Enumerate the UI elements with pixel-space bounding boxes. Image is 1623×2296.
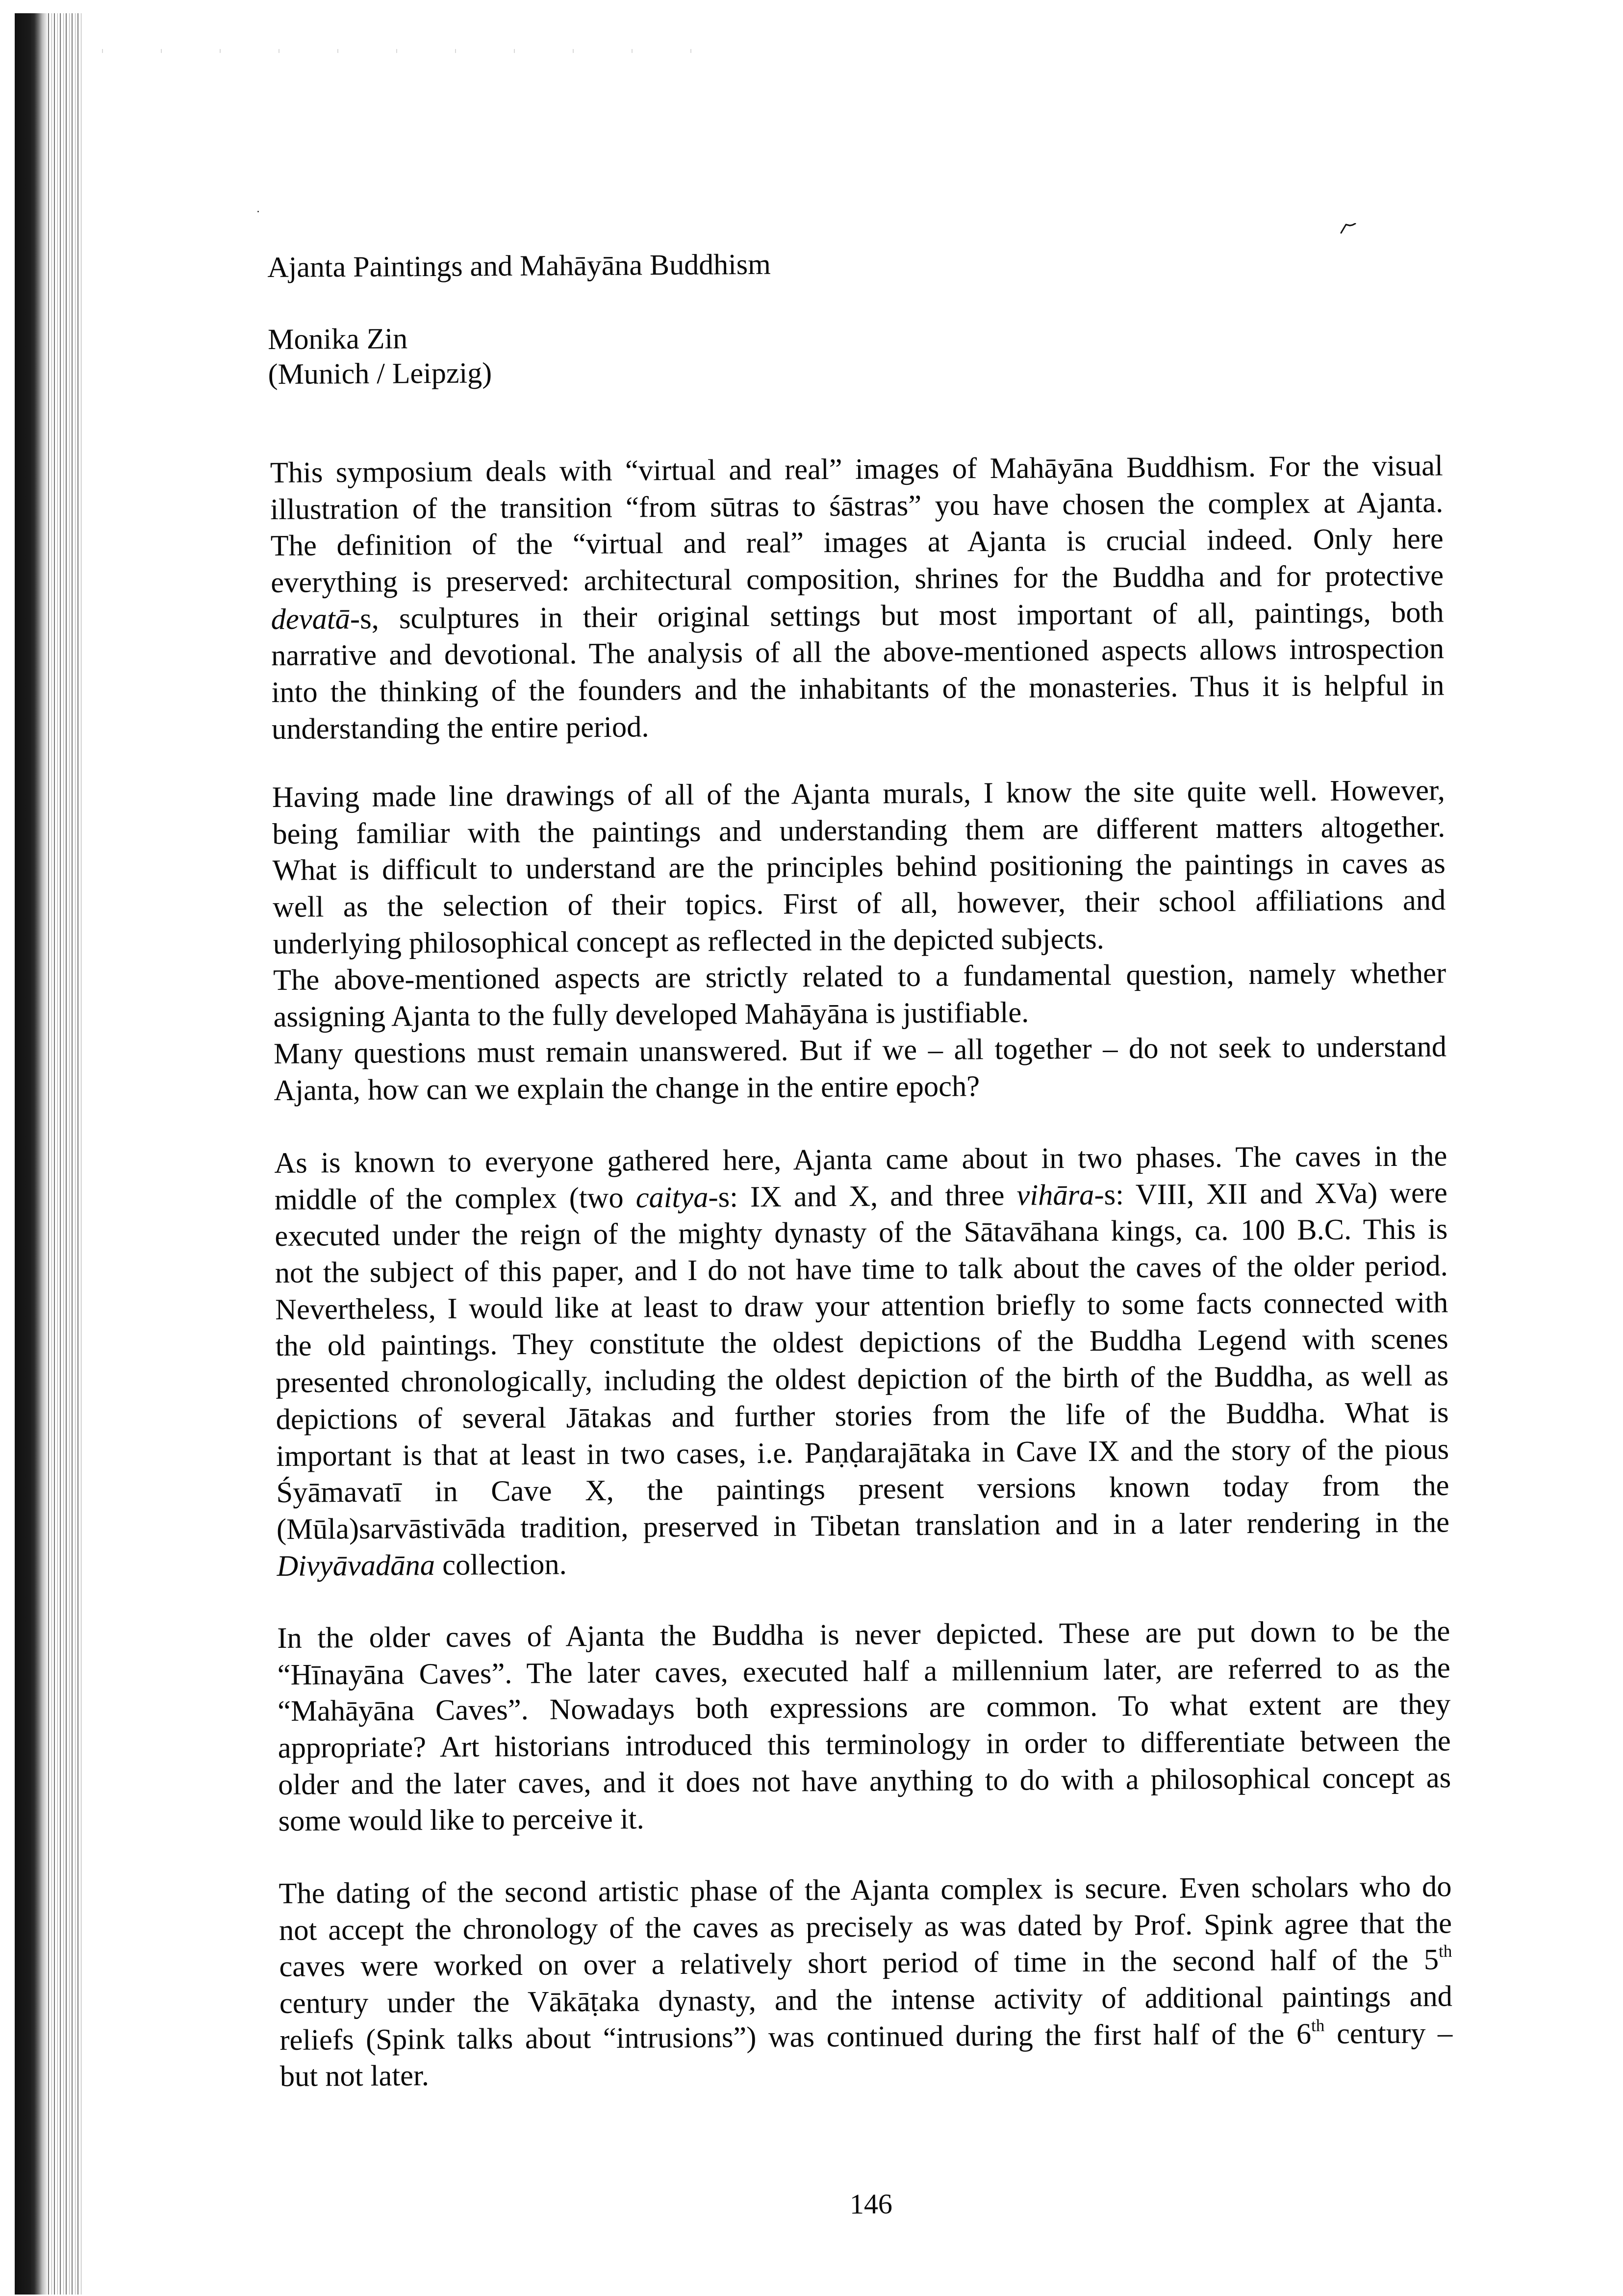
- text-run: As is known to everyone gathered here, Ajanta came about in two phases. The caves in the: [274, 1139, 1447, 1180]
- text-line: [270, 448, 1443, 491]
- text-run: understanding the entire period.: [271, 710, 649, 746]
- text-run: middle of the complex (two: [274, 1181, 636, 1216]
- text-run: -s: VIII, XII and XVa) were: [1094, 1176, 1448, 1211]
- text-run: depictions of several Jātakas and further stories from the life of the Buddha. What is: [276, 1396, 1449, 1436]
- text-run: appropriate? Art historians introduced this terminology in order to differentiate between the: [278, 1724, 1451, 1765]
- text-run: assigning Ajanta to the fully developed Mahāyāna is justifiable.: [273, 996, 1029, 1034]
- ordinal-suffix: th: [1311, 2016, 1325, 2035]
- document-title: Ajanta Paintings and Mahāyāna Buddhism: [267, 248, 771, 284]
- author-affiliation: (Munich / Leipzig): [268, 356, 492, 391]
- text-line: [276, 1468, 1449, 1512]
- author-name: Monika Zin: [267, 322, 408, 356]
- text-line: [279, 1868, 1451, 1912]
- italic-term: caitya: [635, 1181, 709, 1214]
- text-run: important is that at least in two cases, i.e. Paṇḍarajātaka in Cave IX and the story of the pious: [276, 1432, 1449, 1473]
- italic-term: vihāra: [1016, 1178, 1094, 1212]
- text-run: older and the later caves, and it does not have anything to do with a philosophical concept as: [278, 1761, 1451, 1801]
- text-line: [277, 1613, 1450, 1657]
- text-run: “Mahāyāna Caves”. Nowadays both expressions are common. To what extent are they: [278, 1688, 1451, 1728]
- italic-term: Divyāvadāna: [277, 1548, 435, 1583]
- text-line: [277, 1504, 1449, 1548]
- text-line: [280, 2052, 1453, 2095]
- paragraph-4: [277, 1613, 1451, 1840]
- text-line: [273, 882, 1445, 926]
- text-line: [276, 1358, 1448, 1401]
- text-run: some would like to perceive it.: [278, 1802, 644, 1838]
- text-run: century –: [1324, 2017, 1453, 2050]
- text-run: The dating of the second artistic phase of the Ajanta complex is secure. Even scholars who do: [279, 1870, 1452, 1910]
- text-line: [275, 1248, 1448, 1291]
- ordinal-suffix: th: [1438, 1942, 1452, 1961]
- text-run: being familiar with the paintings and understanding them are different matters altogether.: [272, 810, 1445, 851]
- text-run: reliefs (Spink talks about “intrusions”) was continued during the first half of the 6: [279, 2017, 1312, 2057]
- text-line: [279, 2015, 1452, 2059]
- text-run: “Hīnayāna Caves”. The later caves, executed half a millennium later, are referred to as the: [277, 1651, 1450, 1691]
- text-run: Having made line drawings of all of the Ajanta murals, I know the site quite well. However,: [272, 774, 1445, 814]
- text-run: narrative and devotional. The analysis of all the above-mentioned aspects allows introspection: [271, 632, 1445, 673]
- text-run: not the subject of this paper, and I do not have time to talk about the caves of the older period.: [275, 1249, 1448, 1290]
- text-run: -s: IX and X, and three: [708, 1179, 1017, 1214]
- text-run: illustration of the transition “from sūtras to śāstras” you have chosen the complex at Ajanta.: [270, 486, 1444, 526]
- text-run: well as the selection of their topics. First of all, however, their school affiliations and: [273, 883, 1446, 924]
- text-run: into the thinking of the founders and the inhabitants of the monasteries. Thus it is helpful in: [271, 669, 1445, 709]
- text-line: [272, 772, 1445, 816]
- text-line: [276, 1394, 1448, 1438]
- text-line: [274, 1138, 1447, 1182]
- text-run: not accept the chronology of the caves as precisely as was dated by Prof. Spink agree that the: [279, 1907, 1452, 1947]
- text-run: the old paintings. They constitute the oldest depictions of the Buddha Legend with scenes: [275, 1322, 1448, 1363]
- page-number: 146: [849, 2188, 893, 2220]
- text-run: century under the Vākāṭaka dynasty, and the intense activity of additional paintings and: [279, 1980, 1453, 2020]
- text-run: caves were worked on over a relatively short period of time in the second half of the 5: [279, 1943, 1439, 1984]
- text-run: presented chronologically, including the oldest depiction of the birth of the Buddha, as well as: [275, 1359, 1449, 1400]
- text-line: [272, 704, 1445, 748]
- text-line: [271, 557, 1444, 601]
- text-run: everything is preserved: architectural composition, shrines for the Buddha and for protective: [271, 559, 1444, 600]
- italic-term: devatā: [271, 602, 351, 636]
- text-run: underlying philosophical concept as reflected in the depicted subjects.: [273, 922, 1105, 960]
- text-run: (Mūla)sarvāstivāda tradition, preserved in Tibetan translation and in a later rendering in the: [276, 1506, 1450, 1546]
- paragraph-3: [274, 1138, 1449, 1585]
- text-run: Śyāmavatī in Cave X, the paintings present versions known today from the: [276, 1469, 1449, 1510]
- text-line: [278, 1796, 1451, 1840]
- text-run: What is difficult to understand are the principles behind positioning the paintings in caves as: [272, 847, 1445, 887]
- text-line: [278, 1723, 1451, 1766]
- text-run: The definition of the “virtual and real” images at Ajanta is crucial indeed. Only here: [270, 522, 1444, 563]
- paragraph-5: [279, 1868, 1453, 2095]
- text-run: In the older caves of Ajanta the Buddha is never depicted. These are put down to be the: [277, 1615, 1450, 1655]
- paragraph-2: [272, 772, 1447, 1109]
- text-line: [278, 1760, 1451, 1803]
- paragraph-1: [270, 448, 1445, 748]
- text-line: [274, 1029, 1446, 1072]
- text-line: [273, 956, 1446, 999]
- text-run: collection.: [434, 1547, 567, 1582]
- text-run: This symposium deals with “virtual and real” images of Mahāyāna Buddhism. For the visual: [270, 449, 1443, 489]
- text-run: The above-mentioned aspects are strictly related to a fundamental question, namely whether: [273, 957, 1446, 997]
- text-line: [274, 1065, 1446, 1109]
- text-line: [277, 1541, 1449, 1585]
- text-run: Many questions must remain unanswered. But if we – all together – do not seek to understand: [273, 1030, 1447, 1070]
- text-line: [279, 1978, 1452, 2022]
- text-run: Nevertheless, I would like at least to draw your attention briefly to some facts connected with: [275, 1286, 1448, 1326]
- text-run: -s, sculptures in their original settings but most important of all, paintings, both: [350, 596, 1444, 635]
- text-run: but not later.: [279, 2059, 430, 2094]
- text-line: [271, 667, 1444, 711]
- text-run: executed under the reign of the mighty dynasty of the Sātavāhana kings, ca. 100 B.C. This is: [275, 1212, 1448, 1253]
- text-run: Ajanta, how can we explain the change in the entire epoch?: [274, 1069, 980, 1107]
